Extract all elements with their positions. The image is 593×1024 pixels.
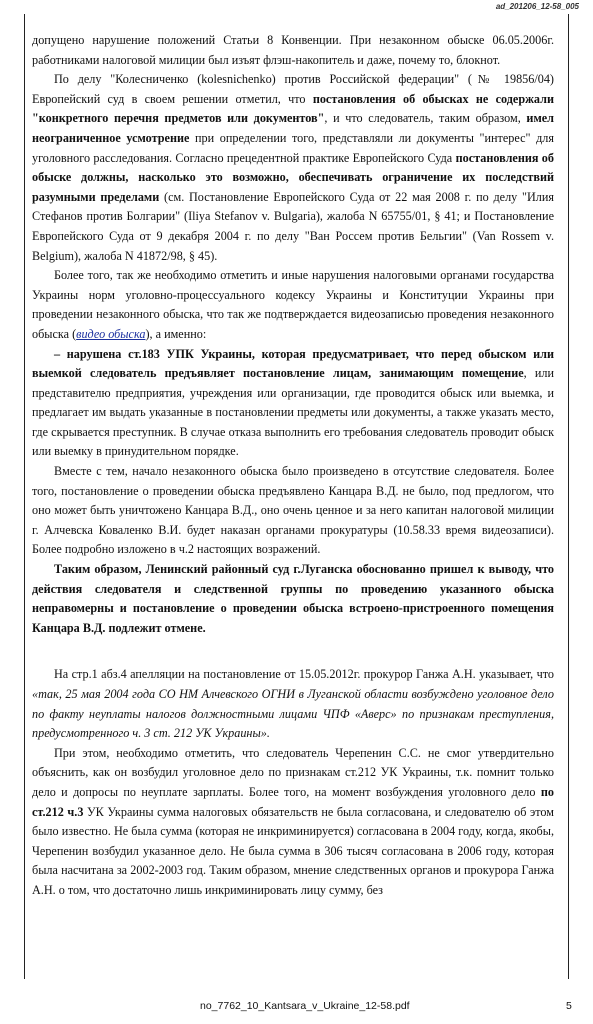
document-code: ad_201206_12-58_005 xyxy=(495,2,579,11)
text: На стр.1 абз.4 апелляции на постановление от 15.05.2012г. прокурор Ганжа А.Н. указывает, что xyxy=(54,667,554,682)
video-link[interactable]: видео обыска xyxy=(76,326,146,341)
paragraph-2 xyxy=(32,70,554,266)
document-body xyxy=(32,31,554,901)
text: По делу "Колесниченко (kolesnichenko) против Российской федерации" (№ 19856/04) Европейский суд в своем решении отметил, что xyxy=(32,72,554,106)
bold-text: имел неограниченное усмотрение xyxy=(32,111,554,145)
quoted-text: «так, 25 мая 2004 года СО НМ Алчевского ОГНИ в Луганской области возбуждено уголовное дело по факту неуплаты налогов должностными лицами ЧПФ «Аверс» по признакам преступления, предусмотренного ч. 3 ст. 212 УК Украины». xyxy=(32,687,554,741)
page-number: 5 xyxy=(566,1000,572,1012)
paragraph-5: Вместе с тем, начало незаконного обыска было произведено в отсутствие следователя. Более того, постановление о проведении обыска предъявлено Канцара В.Д. не было, под предлогом, что оно может быть уничтожено Канцара В.Д., оно очень ценное и за него капитан налоговой милиции г. Алчевска Коваленко В.И. будет наказан органами прокуратуры (10.58.33 время видеозаписи). Более подробно изложено в ч.2 настоящих возражений. xyxy=(32,464,554,557)
text: ), а именно: xyxy=(145,326,207,341)
paragraph-1: допущено нарушение положений Статьи 8 Конвенции. При незаконном обыске 06.05.2006г. работниками налоговой милиции был изъят флэш-накопитель и даже, почему то, блокнот. xyxy=(32,33,554,67)
text: , или представителю предприятия, учреждения или организации, где проводится обыск или выемка, и предлагает им выдать указанные в постановлении предметы или документы, а также указать место, где скрывается преступник. В случае отказа выполнить его требования следователь проводит обыск или выемку в принудительном порядке. xyxy=(32,366,554,459)
conclusion-paragraph: Таким образом, Ленинский районный суд г.Луганска обоснованно пришел к выводу, что действия следователя и следственной группы по проведению указанного обыска неправомерны и постановление о проведении обыска встроено-пристроенного помещения Канцара В.Д. подлежит отмене. xyxy=(32,562,554,635)
text: (см. Постановление Европейского Суда от 22 мая 2008 г. по делу "Илия Стефанов против Болгарии" (Iliya Stefanov v. Bulgaria), жалоба N 65755/01, § 41; и Постановление Европейского Суда от 9 декабря 2004 г. по делу "Ван Россем против Бельгии" (Van Rossem v. Belgium), жалоба N 41872/98, § 45). xyxy=(32,189,554,263)
paragraph-3 xyxy=(32,266,554,344)
text: УК Украины сумма налоговых обязательств не была согласована, и следователю об этом было известно. Не была сумма (которая не инкриминируется) согласована в 2004 году, когда, якобы, Черепенин возбудил указанное дело. Не была сумма в 306 тысяч согласована в 2006 году, которая была насчитана за 2002-2003 год. Таким образом, мнение следственных органов и прокурора Ганжа А.Н. о том, что достаточно лишь инкриминировать лицу сумму, без xyxy=(32,804,554,897)
bold-text: – нарушена ст.183 УПК Украины, которая предусматривает, что перед обыском или выемкой следователь предъявляет постановление лицам, занимающим помещение xyxy=(32,346,554,381)
paragraph-4 xyxy=(32,345,554,463)
text: при определении того, представляли ли документы "интерес" для уголовного расследования. Согласно прецедентной практике Европейского Суда xyxy=(32,130,554,165)
bold-text: постановления об обыске должны, насколько это возможно, обеспечивать ограничение их последствий разумными пределами xyxy=(32,150,554,204)
paragraph-7 xyxy=(32,665,554,743)
paragraph-8 xyxy=(32,744,554,901)
bold-text: постановления об обысках не содержали "конкретного перечня предметов или документов" xyxy=(32,91,554,126)
text: Более того, так же необходимо отметить и иные нарушения налоговыми органами государства Украины норм уголовно-процессуального кодексу Украины и Конституции Украины при проведении незаконного обыска, что так же подтверждается видеозаписью проведения незаконного обыска ( xyxy=(32,268,554,341)
bold-text: по ст.212 ч.3 xyxy=(32,784,554,819)
text: При этом, необходимо отметить, что следователь Черепенин С.С. не смог утвердительно объяснить, как он возбудил уголовное дело по признакам ст.212 УК Украины, т.к. помнит только дело и допросы по неуплате зарплаты. Более того, на момент возбуждения уголовного дело xyxy=(32,745,554,799)
spacer xyxy=(32,638,554,665)
text: , и что следователь, таким образом, xyxy=(324,111,527,126)
footer-filename: no_7762_10_Kantsara_v_Ukraine_12-58.pdf xyxy=(200,1000,410,1012)
